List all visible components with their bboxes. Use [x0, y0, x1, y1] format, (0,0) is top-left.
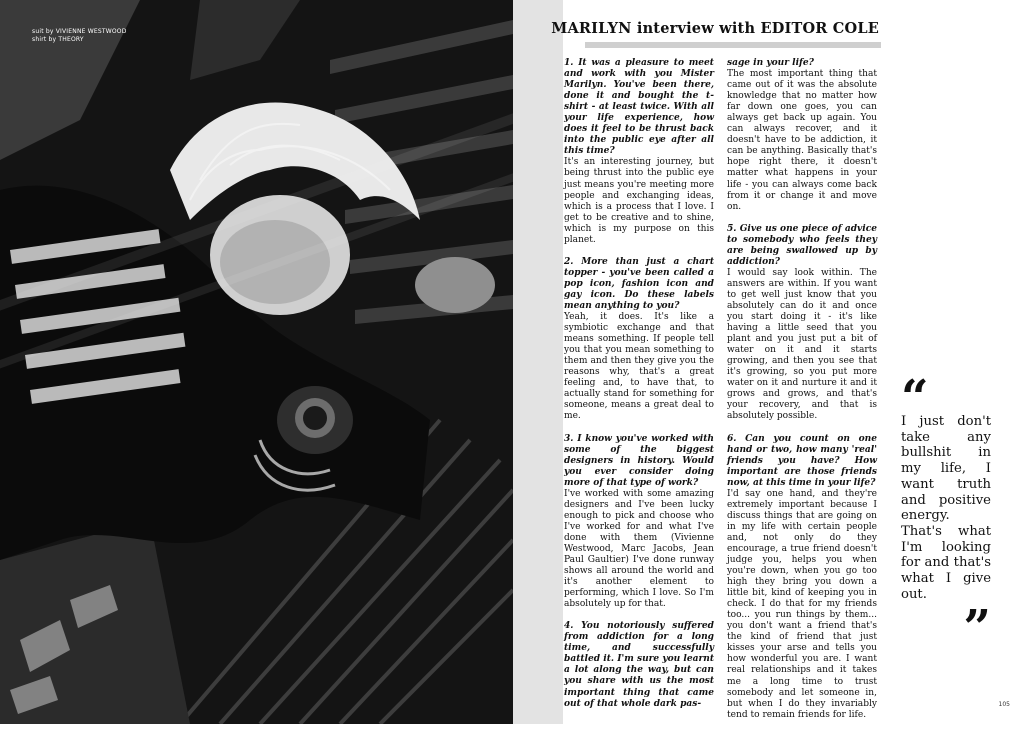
question: 5. Give us one piece of advice to somebody who feels they are being swallowed up by addiction?: [727, 223, 877, 267]
page-number: 105: [998, 701, 1010, 708]
question: sage in your life?: [727, 58, 814, 68]
answer: I've worked with some amazing designers and I've been lucky enough to pick and choose who I've worked for and what I've done with them (Vivienne Westwood, Marc Jacobs, Jean Paul Gaultier) I've done runway shows all around the world and it's another element to performing, which I love. So I'm absolutely up for that.: [564, 488, 714, 610]
portrait-photo: [0, 0, 513, 724]
photo-credits: [32, 28, 127, 44]
credit-line: shirt by THEORY: [32, 36, 84, 43]
answer: I'd say one hand, and they're extremely important because I discuss things that are going on in my life with certain people and, not only do they encourage, a true friend doesn't judge you, helps you when you're down, when you go too high they bring you down a little bit, kind of keeping you in check. I do that for my friends too... you run things by them... you don't want a friend that's the kind of friend that just kisses your arse and tells you how wonderful you are. I want real relationships and it takes me a long time to trust somebody and let someone in, but when I do they invariably tend to remain friends for life.: [727, 488, 877, 720]
open-quote-icon: “: [901, 370, 929, 426]
pull-quote-text: I just don't take any bullshit in my life, I want truth and positive energy. That's what I'm looking for and that's what I give out.: [901, 414, 991, 602]
page-title: MARILYN interview with EDITOR COLE: [551, 20, 879, 37]
answer: The most important thing that came out of it was the absolute knowledge that no matter how far down one goes, you can always get back up again. You can always recover, and it doesn't have to be addiction, it can be anything. Basically that's hope right there, it doesn't matter what happens in your life - you can always come back from it or change it and move on.: [727, 69, 877, 212]
interview-column-2: [727, 58, 877, 732]
answer: It's an interesting journey, but being thrust into the public eye just means you're meeting more people and exchanging ideas, which is a process that I love. I get to be creative and to shine, which is my purpose on this planet.: [564, 157, 714, 245]
question: 1. It was a pleasure to meet and work with you Mister Marilyn. You've been there, done it and bought the t-shirt - at least twice. With all your life experience, how does it feel to be thrust back into the public eye after all this time?: [564, 58, 714, 157]
question: 4. You notoriously suffered from addiction for a long time, and successfully battled it. I'm sure you learnt a lot along the way, but can you share with us the most important thing that came out of that whole dark pas-: [564, 621, 714, 709]
title-rule: [585, 42, 881, 48]
margin-strip: [513, 0, 563, 724]
question: 6. Can you count on one hand or two, how many 'real' friends you have? How important are those friends now, at this time in your life?: [727, 433, 877, 488]
pull-quote: [901, 370, 991, 657]
answer: Yeah, it does. It's like a symbiotic exchange and that means something. If people tell you that you mean something to them and then they give you the reasons why, that's a great feeling and, to have that, to actually stand for something for someone, means a great deal to me.: [564, 312, 714, 422]
credit-line: suit by VIVIENNE WESTWOOD: [32, 28, 127, 35]
photo-illustration: [0, 0, 513, 724]
question: 2. More than just a chart topper - you've been called a pop icon, fashion icon and gay icon. Do these labels mean anything to you?: [564, 256, 714, 311]
answer: I would say look within. The answers are within. If you want to get well just know that you absolutely can do it and once you start doing it - it's like having a little seed that you plant and you just put a bit of water on it and it starts growing, and then you see that it's growing, so you put more water on it and nurture it and it grows and grows, and that's your recovery, and that is absolutely possible.: [727, 267, 877, 422]
close-quote-icon: ”: [963, 600, 991, 657]
question: 3. I know you've worked with some of the biggest designers in history. Would you ever consider doing more of that type of work?: [564, 433, 714, 488]
interview-column-1: [564, 58, 714, 710]
